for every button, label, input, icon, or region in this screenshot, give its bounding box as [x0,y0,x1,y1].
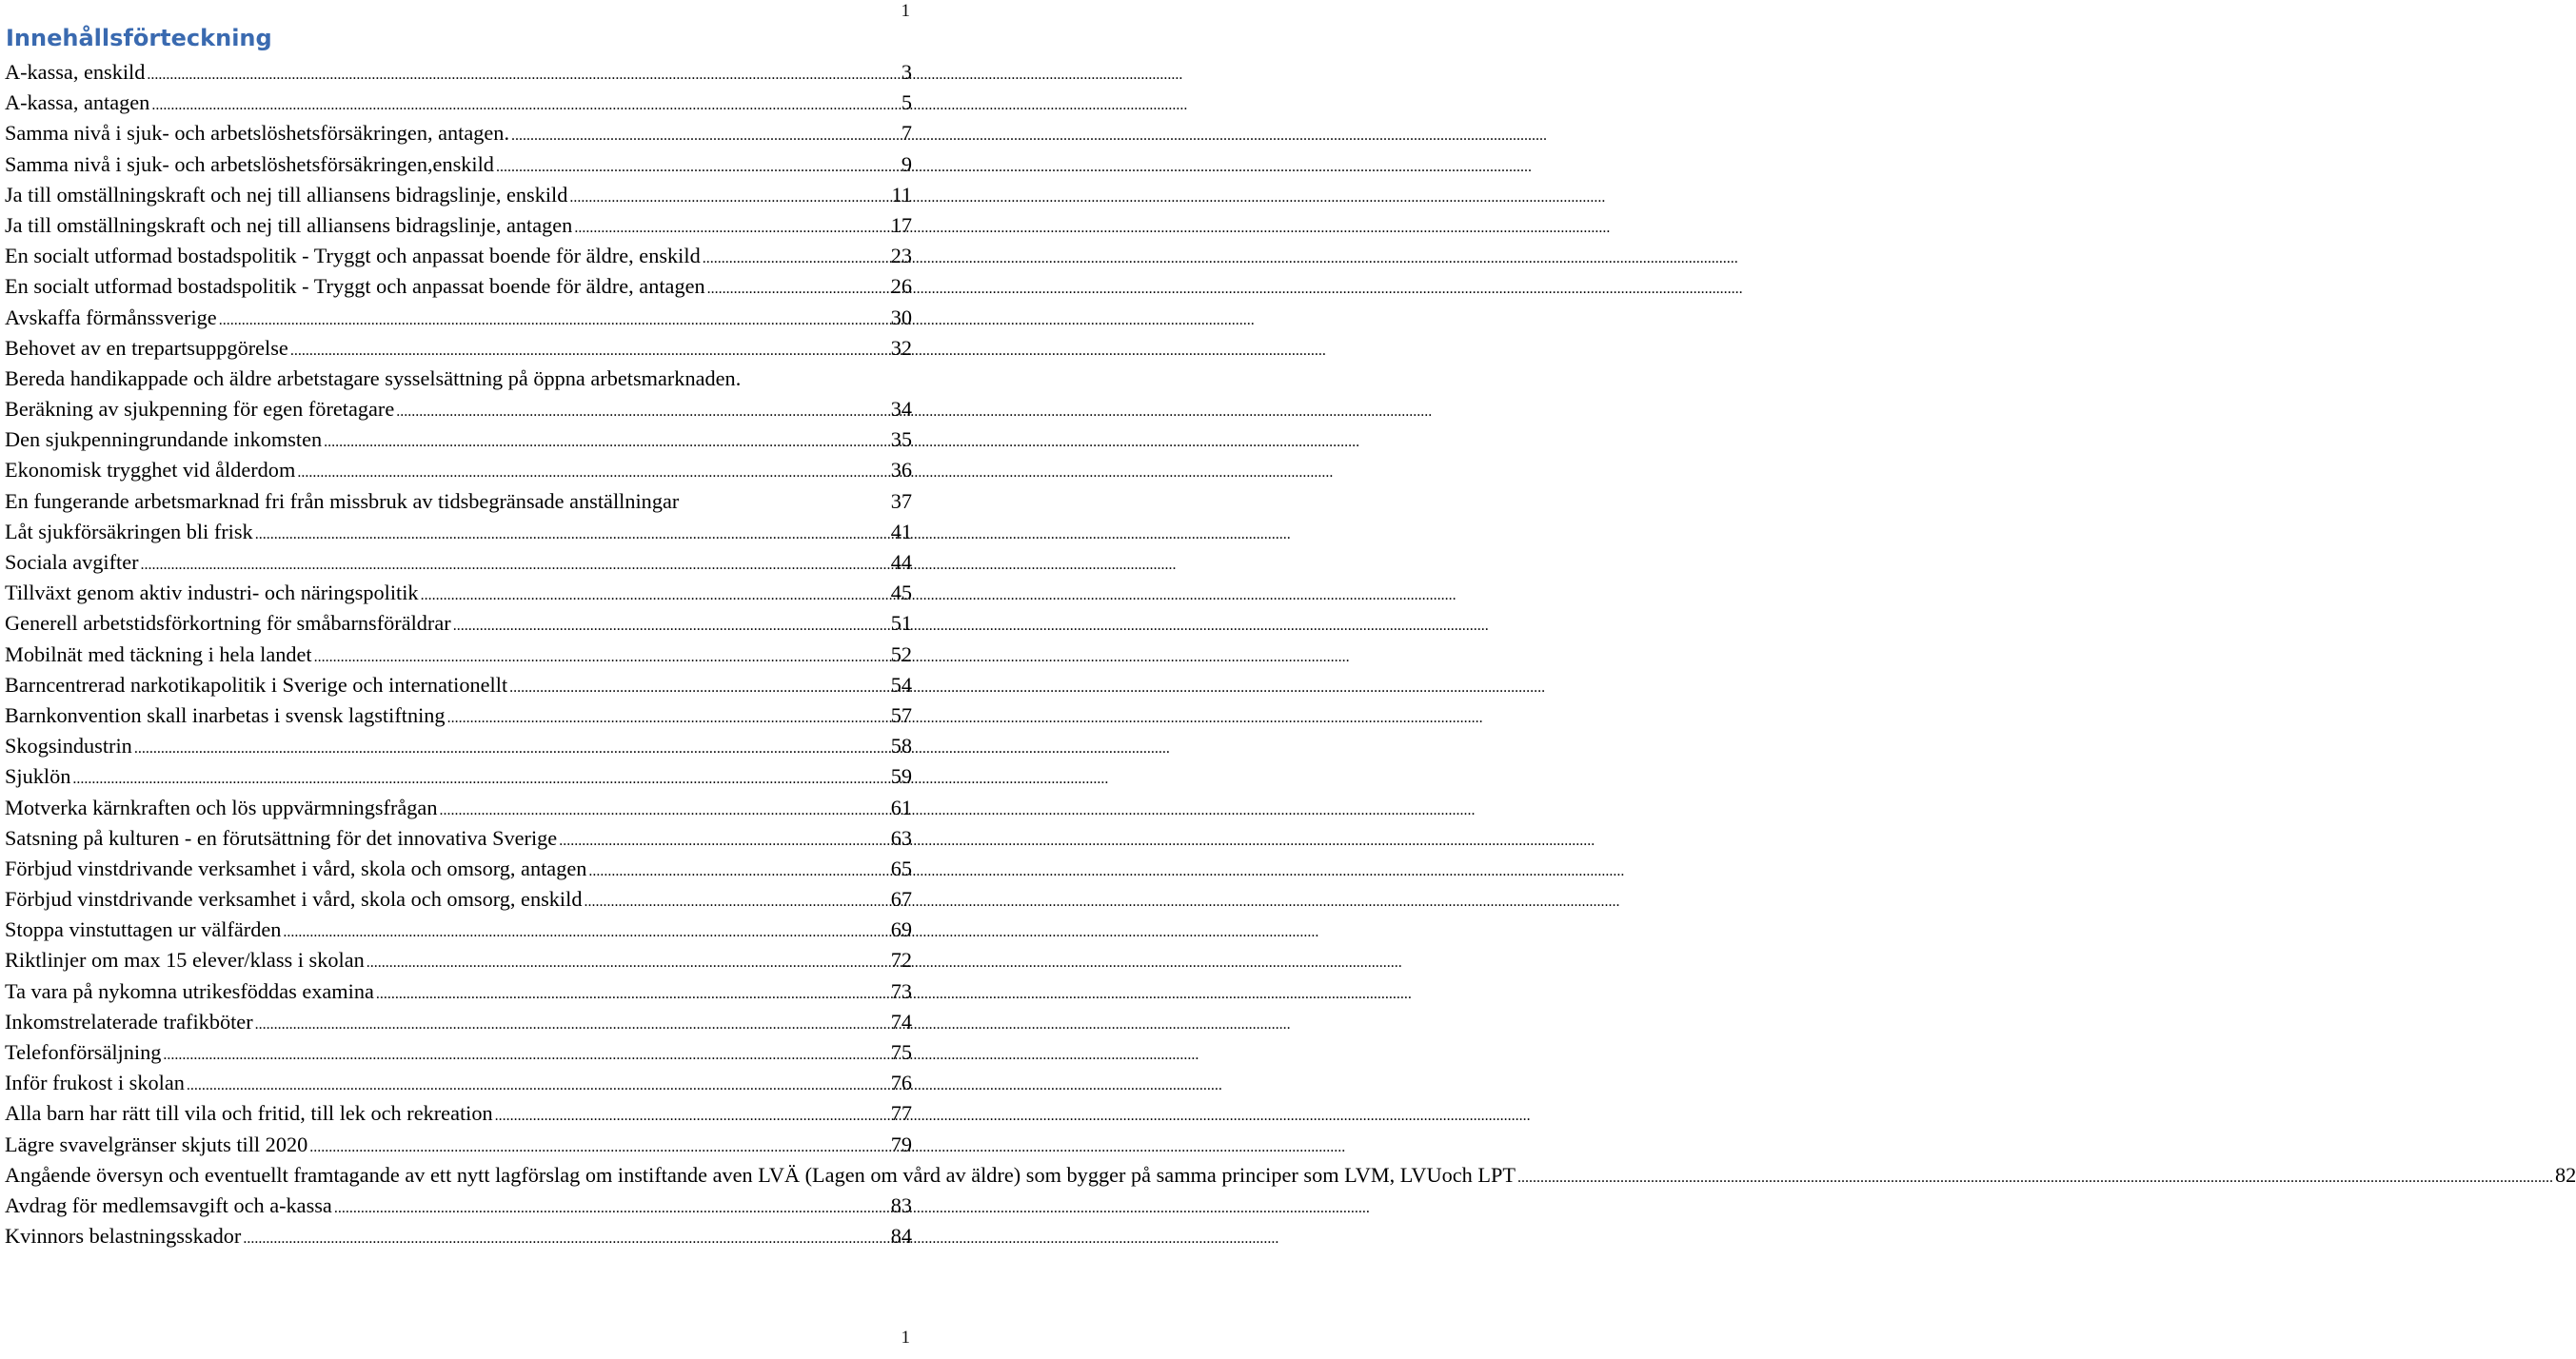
toc-entry-title: Barnkonvention skall inarbetas i svensk lagstiftning [5,702,446,727]
toc-entry-page: 45 [890,581,912,605]
dot-leader [367,945,889,978]
toc-entry[interactable] [5,670,912,700]
toc-entry[interactable] [5,884,912,915]
toc-entry-page: 34 [890,397,912,422]
toc-entry-title: Förbjud vinstdrivande verksamhet i vård, skola och omsorg, antagen [5,856,587,880]
dot-leader [376,976,889,1010]
toc-entry-page: 44 [890,550,912,574]
toc-entry-title-line: Angående översyn och eventuellt framtagande av ett nytt lagförslag om instiftande av [5,1162,733,1187]
dot-leader [496,149,900,183]
toc-entry[interactable] [5,793,912,823]
toc-entry-title: Mobilnät med täckning i hela landet [5,641,312,666]
toc-entry[interactable] [5,364,912,394]
toc-entry[interactable] [5,578,912,608]
toc-entry-page: 57 [890,702,912,727]
toc-entry-page: 59 [890,764,912,789]
toc-entry[interactable] [5,180,912,210]
toc-entry-page: 23 [890,244,912,268]
dot-leader [255,1007,889,1040]
toc-entry-page: 51 [890,611,912,636]
toc-entry[interactable] [5,731,912,761]
dot-leader [283,915,888,948]
dot-leader [1517,1160,2553,1193]
toc-entry[interactable] [5,210,912,241]
toc-entry-title: Barncentrerad narkotikapolitik i Sverige och internationellt [5,672,508,697]
toc-entry-page: 63 [890,825,912,850]
toc-entry-title: Inför frukost i skolan [5,1071,185,1095]
toc-entry[interactable] [5,547,912,578]
toc-entry-title: Avskaffa förmånssverige [5,305,217,329]
toc-entry-title: Satsning på kulturen - en förutsättning för det innovativa Sverige [5,825,558,850]
toc-entry-page: 67 [890,887,912,912]
toc-entry-title: Beräkning av sjukpenning för egen företagare [5,397,395,422]
page-number-bottom: 1 [901,1328,910,1348]
dot-leader [147,57,899,90]
toc-entry-title: Bereda handikappade och äldre arbetstagare sysselsättning på öppna arbetsmarknaden. [5,365,742,390]
dot-leader [309,1130,888,1163]
toc-title: Innehållsförteckning [6,25,272,51]
dot-leader [574,210,888,244]
toc-entry-page: 37 [890,488,912,513]
toc-entry-title: A-kassa, antagen [5,90,150,115]
toc-entry-page: 84 [890,1224,912,1249]
dot-leader [511,118,900,151]
toc-entry-title: Ja till omställningskraft och nej till alliansens bidragslinje, antagen [5,212,573,237]
dot-leader [134,731,889,764]
toc-list [5,57,2576,1251]
dot-leader [703,241,889,274]
toc-entry-title: En socialt utformad bostadspolitik - Tryggt och anpassat boende för äldre, enskild [5,244,701,268]
dot-leader [290,333,889,366]
toc-entry-multiline[interactable] [5,1160,2576,1191]
toc-entry-page: 52 [890,641,912,666]
toc-entry-title: Motverka kärnkraften och lös uppvärmningsfrågan [5,795,438,819]
toc-entry-page: 83 [890,1192,912,1217]
toc-entry-page: 54 [890,672,912,697]
toc-entry[interactable] [5,915,912,945]
toc-entry-page: 58 [890,734,912,758]
toc-entry[interactable] [5,1037,912,1068]
toc-entry-page: 61 [890,795,912,819]
toc-entry-page: 11 [891,182,912,207]
toc-entry[interactable] [5,394,912,424]
toc-entry-page: 41 [890,519,912,543]
toc-entry-page: 72 [890,948,912,973]
toc-entry[interactable] [5,640,912,670]
dot-leader [509,670,889,703]
toc-entry-title-line [1442,1160,2576,1191]
toc-entry-page: 26 [890,274,912,299]
toc-entry[interactable] [5,976,912,1007]
toc-entry-page: 7 [901,121,912,146]
toc-entry-page: 5 [901,90,912,115]
toc-entry[interactable] [5,149,912,180]
toc-entry[interactable] [5,1068,912,1098]
toc-entry[interactable] [5,517,912,547]
toc-entry-title: Telefonförsäljning [5,1040,162,1064]
toc-entry-title: Samma nivå i sjuk- och arbetslöshetsförsäkringen,enskild [5,151,494,176]
toc-entry-page: 75 [890,1040,912,1064]
toc-entry-title: En fungerande arbetsmarknad fri från missbruk av tidsbegränsade anställningar [5,488,680,513]
toc-entry-page: 3 [901,60,912,84]
toc-entry-title: Riktlinjer om max 15 elever/klass i skolan [5,948,365,973]
dot-leader [255,517,889,550]
toc-entry-page: 74 [890,1009,912,1034]
toc-entry-title: Ja till omställningskraft och nej till alliansens bidragslinje, enskild [5,182,568,207]
toc-entry-title: Förbjud vinstdrivande verksamhet i vård, skola och omsorg, enskild [5,887,583,912]
toc-entry-page: 65 [890,856,912,880]
dot-leader [334,1191,889,1224]
toc-entry-title-end: och LPT [1441,1162,1516,1187]
toc-entry-title: Stoppa vinstuttagen ur välfärden [5,917,282,942]
dot-leader [163,1037,888,1071]
toc-entry-title: En socialt utformad bostadspolitik - Tryggt och anpassat boende för äldre, antagen [5,274,705,299]
toc-entry-title: Sociala avgifter [5,550,139,574]
toc-entry[interactable] [5,271,912,302]
dot-leader [72,761,888,795]
toc-entry[interactable] [5,1191,912,1221]
toc-entry[interactable] [5,424,912,455]
toc-entry-title: Kvinnors belastningsskador [5,1224,242,1249]
dot-leader [324,424,889,458]
dot-leader [707,271,889,305]
toc-entry[interactable] [5,118,912,148]
toc-entry-page: 35 [890,427,912,452]
dot-leader [447,700,889,734]
toc-entry[interactable] [5,303,912,333]
toc-entry[interactable] [5,608,912,639]
toc-entry-title: Sjuklön [5,764,71,789]
toc-entry-title: Inkomstrelaterade trafikböter [5,1009,253,1034]
toc-entry[interactable] [5,57,912,88]
toc-entry[interactable] [5,1221,912,1251]
toc-entry[interactable] [5,333,912,364]
toc-entry-page: 76 [890,1071,912,1095]
toc-entry-title: Avdrag för medlemsavgift och a-kassa [5,1192,332,1217]
toc-entry[interactable] [5,700,912,731]
toc-entry-page: 82 [2555,1162,2576,1187]
toc-entry-page: 77 [890,1101,912,1126]
toc-entry[interactable] [5,1098,912,1129]
dot-leader [453,608,889,641]
dot-leader [495,1098,889,1132]
toc-entry-title: Behovet av en trepartsuppgörelse [5,335,288,360]
dot-leader [569,180,889,213]
toc-entry-title: Ta vara på nykomna utrikesföddas examina [5,978,374,1003]
toc-entry[interactable] [5,761,912,792]
toc-entry-title: Generell arbetstidsförkortning för småbarnsföräldrar [5,611,451,636]
dot-leader [297,455,888,488]
dot-leader [187,1068,889,1101]
toc-entry[interactable] [5,241,912,271]
toc-entry-title: Den sjukpenningrundande inkomsten [5,427,323,452]
toc-entry-page: 32 [890,335,912,360]
dot-leader [314,640,889,673]
toc-entry-title: Lägre svavelgränser skjuts till 2020 [5,1132,308,1156]
toc-entry-page: 73 [890,978,912,1003]
toc-entry-title: Alla barn har rätt till vila och fritid, till lek och rekreation [5,1101,493,1126]
toc-entry[interactable] [5,945,912,975]
toc-entry[interactable] [5,455,912,485]
dot-leader [559,823,888,857]
toc-entry-title: Tillväxt genom aktiv industri- och näringspolitik [5,581,419,605]
page-number-top: 1 [901,1,910,21]
toc-entry[interactable] [5,1130,912,1160]
toc-entry-title: Samma nivå i sjuk- och arbetslöshetsförsäkringen, antagen. [5,121,510,146]
toc-entry-page: 30 [890,305,912,329]
toc-entry[interactable] [5,854,912,884]
dot-leader [439,793,888,826]
toc-entry-page: 36 [890,458,912,483]
toc-entry[interactable] [5,486,912,517]
toc-entry-page: 69 [890,917,912,942]
toc-entry-page: 9 [901,151,912,176]
toc-entry-title-line: en LVÄ (Lagen om vård av äldre) som bygger på samma principer som LVM, LVU [732,1162,1442,1187]
dot-leader [588,854,888,887]
dot-leader [141,547,889,581]
dot-leader [243,1221,888,1254]
toc-entry-title: Låt sjukförsäkringen bli frisk [5,519,253,543]
toc-entry-page: 17 [890,212,912,237]
toc-entry[interactable] [5,823,912,854]
toc-entry-page: 79 [890,1132,912,1156]
toc-entry[interactable] [5,88,912,118]
dot-leader [151,88,900,121]
toc-entry[interactable] [5,1007,912,1037]
dot-leader [219,303,889,336]
dot-leader [396,394,888,427]
toc-entry-title: A-kassa, enskild [5,60,146,84]
dot-leader [421,578,889,611]
dot-leader [584,884,888,917]
toc-entry-title: Ekonomisk trygghet vid ålderdom [5,458,296,483]
toc-entry-title: Skogsindustrin [5,734,132,758]
